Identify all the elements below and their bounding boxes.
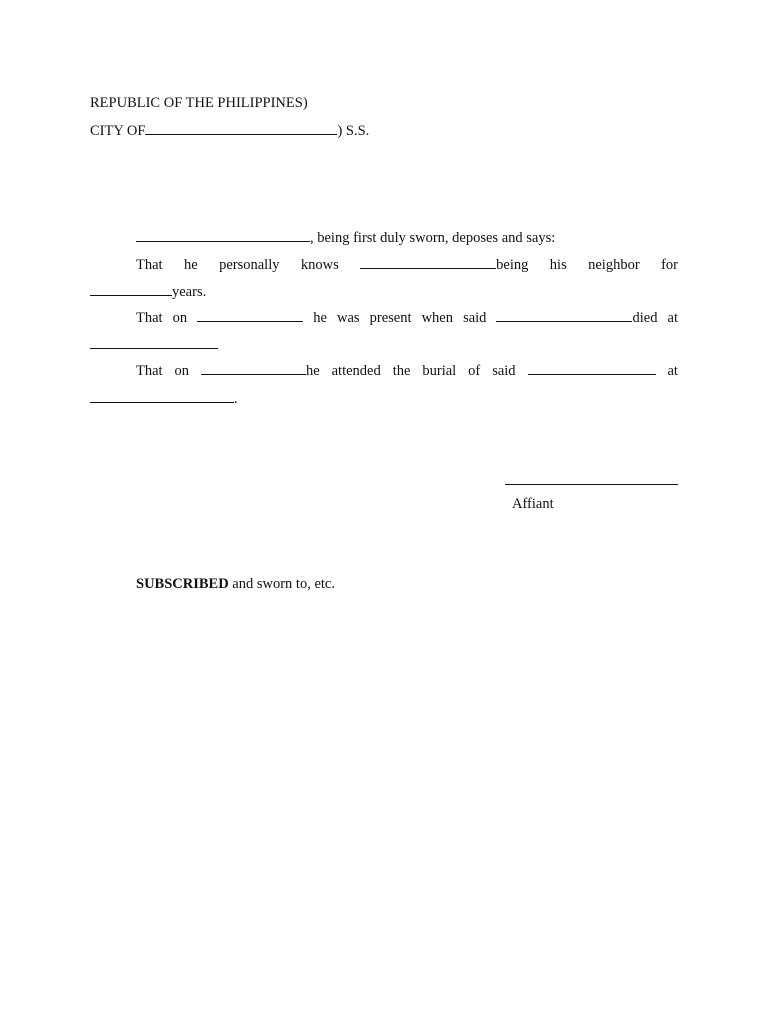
jurat xyxy=(136,575,335,593)
signature-line[interactable] xyxy=(505,484,678,485)
neighbor-blank-group xyxy=(360,255,528,274)
caption-city-prefix: CITY OF xyxy=(90,123,146,139)
word: at xyxy=(667,310,678,326)
death-date-blank[interactable] xyxy=(197,308,303,322)
paragraph-burial-line1 xyxy=(136,361,678,380)
word: present xyxy=(369,310,412,326)
word: personally xyxy=(219,257,280,273)
word: That xyxy=(136,257,163,273)
word: That xyxy=(136,363,163,379)
word: his xyxy=(549,257,567,273)
word: he xyxy=(305,363,320,379)
paragraph-death-line2 xyxy=(90,335,218,354)
word: he xyxy=(183,257,198,273)
deceased-name-blank-2[interactable] xyxy=(496,308,632,322)
word: was xyxy=(337,310,360,326)
word: the xyxy=(392,363,411,379)
word: neighbor xyxy=(588,257,640,273)
word: on xyxy=(172,310,188,326)
affiant-name-blank[interactable] xyxy=(136,228,310,242)
jurat-bold: SUBSCRIBED xyxy=(136,576,229,592)
years-text: years. xyxy=(172,284,207,300)
word: died xyxy=(632,310,658,326)
word: attended xyxy=(331,363,381,379)
years-blank[interactable] xyxy=(90,282,172,296)
word: being xyxy=(496,257,529,273)
caption-city-suffix: ) S.S. xyxy=(337,123,370,139)
burial-place-blank[interactable] xyxy=(90,389,234,403)
word: on xyxy=(174,363,190,379)
caption-republic xyxy=(90,94,308,112)
deceased-name-blank[interactable] xyxy=(360,255,496,269)
caption-republic-text: REPUBLIC OF THE PHILIPPINES) xyxy=(90,95,308,111)
paragraph-burial-line2 xyxy=(90,389,238,408)
caption-city xyxy=(90,121,369,140)
word: when xyxy=(421,310,453,326)
paragraph-neighbor-line1 xyxy=(136,255,678,274)
city-blank[interactable] xyxy=(145,121,337,135)
word: said xyxy=(463,310,487,326)
death-place-blank[interactable] xyxy=(90,335,218,349)
signature-block xyxy=(512,495,554,513)
intro-line xyxy=(136,228,555,247)
burial-date-blank[interactable] xyxy=(201,361,306,375)
affiant-label: Affiant xyxy=(512,496,554,512)
word: for xyxy=(661,257,678,273)
burial-date-group xyxy=(201,361,320,380)
word: at xyxy=(667,363,678,379)
word: of xyxy=(468,363,481,379)
word: he xyxy=(313,310,327,326)
deceased-name-blank-3[interactable] xyxy=(528,361,656,375)
word: That xyxy=(136,310,163,326)
burial-period: . xyxy=(234,391,238,407)
intro-text: , being first duly sworn, deposes and says: xyxy=(310,230,556,246)
paragraph-neighbor-line2 xyxy=(90,282,206,301)
word: burial xyxy=(422,363,457,379)
paragraph-death-line1 xyxy=(136,308,678,327)
died-blank-group xyxy=(496,308,657,327)
word: knows xyxy=(300,257,339,273)
word: said xyxy=(492,363,516,379)
jurat-rest: and sworn to, etc. xyxy=(228,576,335,592)
